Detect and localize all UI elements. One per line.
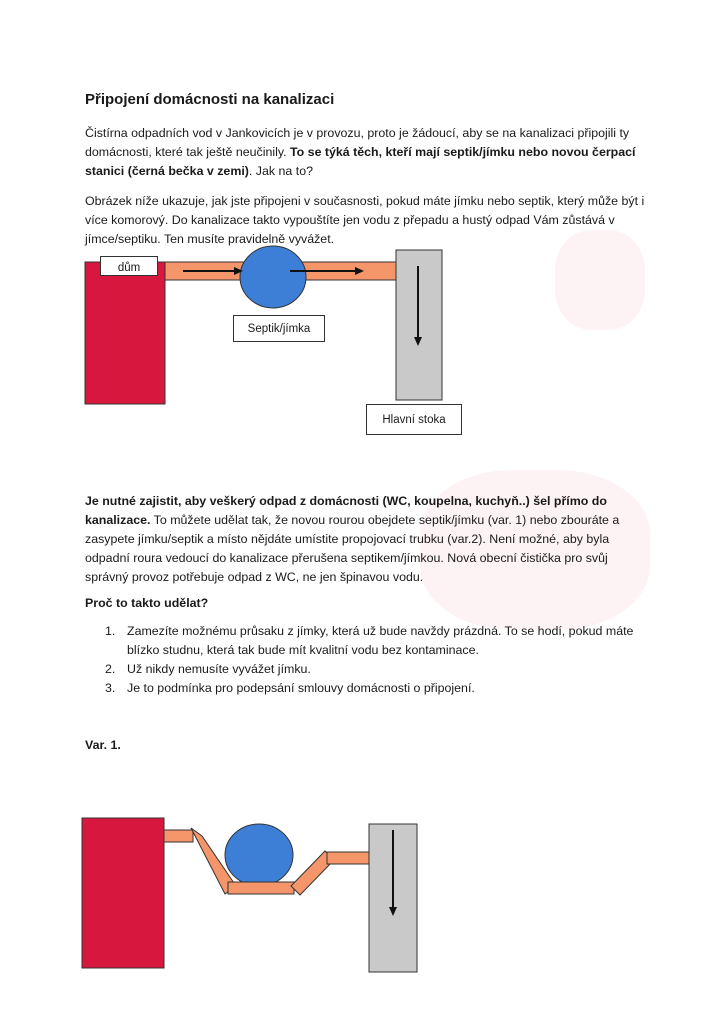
list-item: 1. Zamezíte možnému průsaku z jímky, která už bude navždy prázdná. To se hodí, pokud máte blízko studnu, která tak bude mít kvalitní vodu bez kontaminace.	[105, 624, 634, 657]
requirement-text: To můžete udělat tak, že novou rourou obejdete septik/jímku (var. 1) nebo zbouráte a zasypete jímku/septik a místo nějdáte umístite propojovací trubku (var.2). Není možné, aby byla odpadní roura vedoucí do kanalizace přerušena septikem/jímkou. Nová obecní čistička pro svůj správný provoz potřebuje odpad z WC, ne jen špinavou vodu.	[85, 513, 620, 584]
explain-paragraph: Obrázek níže ukazuje, jak jste připojeni v současnosti, pokud máte jímku nebo septik, který může být i více komorový. Do kanalizace takto vypouštíte jen vodu z přepadu a hustý odpad Vám zůstává v jímce/septiku. Ten musíte pravidelně vyvážet.	[85, 194, 645, 246]
page-title: Připojení domácnosti na kanalizaci	[85, 91, 335, 108]
house-label: dům	[100, 256, 158, 276]
sewer-label: Hlavní stoka	[366, 404, 462, 435]
septic-tank	[225, 824, 293, 886]
var1-heading: Var. 1.	[85, 738, 121, 752]
list-item: 2. Už nikdy nemusíte vyvážet jímku.	[105, 662, 311, 676]
requirement-bold: Je nutné zajistit, aby veškerý odpad z domácnosti (WC, koupelna, kuchyň..) šel přímo do kanalizace.	[85, 494, 607, 527]
house-block	[82, 818, 164, 968]
intro-bold: To se týká těch, kteří mají septik/jímku nebo novou čerpací stanici (černá bečka v zemi)	[85, 145, 636, 178]
tank-label: Septik/jímka	[233, 315, 325, 342]
intro-text: Čistírna odpadních vod v Jankovicích je v provozu, proto je žádoucí, aby se na kanalizaci připojili ty domácnosti, které tak ještě neučinily.	[85, 126, 630, 159]
intro-tail: . Jak na to?	[248, 164, 313, 178]
list-item: 3. Je to podmínka pro podepsání smlouvy domácnosti o připojení.	[105, 681, 475, 695]
why-heading: Proč to takto udělat?	[85, 596, 209, 610]
